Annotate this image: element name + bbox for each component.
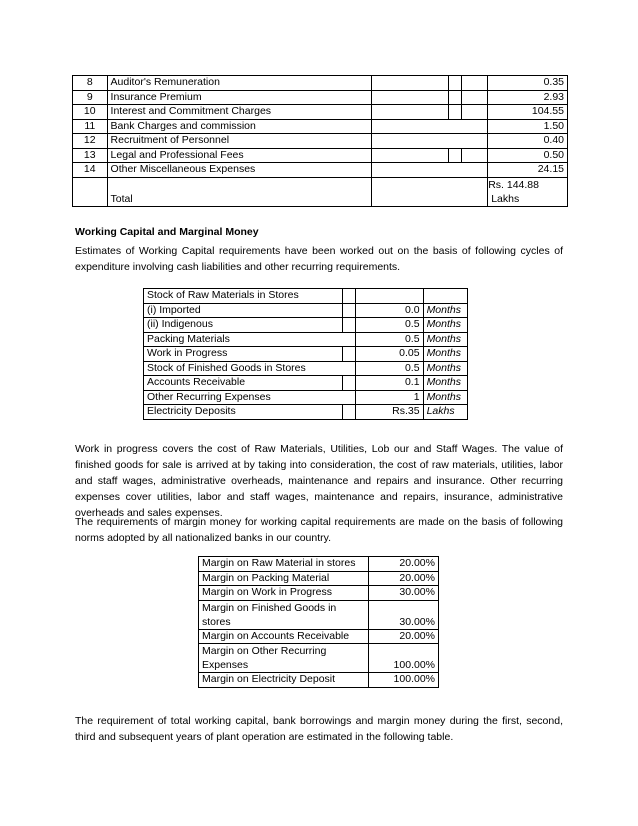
cycle-unit: Months xyxy=(423,390,467,405)
table-row xyxy=(73,148,568,163)
row-number: 12 xyxy=(73,134,108,149)
margin-value: 20.00% xyxy=(368,557,438,572)
row-amount: 104.55 xyxy=(488,105,568,120)
table-row xyxy=(144,318,468,333)
cycle-item: Accounts Receivable xyxy=(144,376,343,391)
cycle-item: Stock of Raw Materials in Stores xyxy=(144,289,343,304)
table-row xyxy=(144,390,468,405)
row-item: Recruitment of Personnel xyxy=(107,134,371,149)
cycle-item: Electricity Deposits xyxy=(144,405,343,420)
cycle-item: Stock of Finished Goods in Stores xyxy=(144,361,356,376)
margin-item: Margin on Work in Progress xyxy=(199,586,369,601)
expenses-table xyxy=(72,75,568,207)
table-row xyxy=(144,289,468,304)
row-item: Auditor's Remuneration xyxy=(107,76,371,91)
table-row xyxy=(73,105,568,120)
total-unit: Lakhs xyxy=(491,192,520,205)
table-row xyxy=(144,347,468,362)
intro-paragraph: Estimates of Working Capital requirements have been worked out on the basis of following cycles of expenditure involving cash liabilities and other recurring requirements. xyxy=(75,245,563,273)
cycle-unit: Months xyxy=(423,376,467,391)
table-row xyxy=(199,586,439,601)
margin-value: 100.00% xyxy=(368,644,438,673)
table-row xyxy=(144,332,468,347)
row-number: 8 xyxy=(73,76,108,91)
row-item: Interest and Commitment Charges xyxy=(107,105,371,120)
row-number: 14 xyxy=(73,163,108,178)
row-amount: 24.15 xyxy=(488,163,568,178)
table-row xyxy=(144,376,468,391)
margin-table xyxy=(198,556,439,688)
table-row xyxy=(144,405,468,420)
table-row xyxy=(73,90,568,105)
table-row xyxy=(199,571,439,586)
cycle-value xyxy=(355,289,423,304)
row-amount: 2.93 xyxy=(488,90,568,105)
row-number: 10 xyxy=(73,105,108,120)
row-item: Other Miscellaneous Expenses xyxy=(107,163,371,178)
cycle-unit: Months xyxy=(423,303,467,318)
margin-item: Margin on Packing Material xyxy=(199,571,369,586)
cycle-unit: Months xyxy=(423,332,467,347)
table-row xyxy=(73,163,568,178)
section-heading: Working Capital and Marginal Money xyxy=(75,226,259,238)
margin-paragraph: The requirements of margin money for working capital requirements are made on the basis of following norms adopted by all nationalized banks in our country. xyxy=(75,516,563,544)
table-row xyxy=(199,673,439,688)
margin-item: Margin on Other Recurring xyxy=(202,645,327,657)
margin-value: 20.00% xyxy=(368,629,438,644)
table-row xyxy=(199,557,439,572)
margin-value: 20.00% xyxy=(368,571,438,586)
margin-item-cont: Expenses xyxy=(202,659,249,671)
cycle-unit: Months xyxy=(423,347,467,362)
row-number: 13 xyxy=(73,148,108,163)
total-value: Rs. 144.88 xyxy=(488,178,539,191)
row-item: Legal and Professional Fees xyxy=(107,148,371,163)
closing-paragraph: The requirement of total working capital, bank borrowings and margin money during the first, second, third and subsequent years of plant operation are estimated in the following table. xyxy=(75,715,563,743)
row-number: 9 xyxy=(73,90,108,105)
cycle-value: 0.5 xyxy=(355,332,423,347)
row-amount: 1.50 xyxy=(488,119,568,134)
cycle-item: (ii) Indigenous xyxy=(144,318,343,333)
cycles-table xyxy=(143,288,468,420)
margin-item: Margin on Electricity Deposit xyxy=(199,673,369,688)
margin-item-cont: stores xyxy=(202,615,231,628)
table-row xyxy=(73,134,568,149)
wip-paragraph: Work in progress covers the cost of Raw Materials, Utilities, Lob our and Staff Wages. The value of finished goods for sale is arrived at by taking into consideration, the cost of raw materials, utilities, labor and staff wages, administrative overheads, maintenance and repairs and insurance. Other recurring expenses cover utilities, labor and staff wages, maintenance and repairs, insurance, administrative overheads and sales expenses. xyxy=(75,443,563,519)
table-row xyxy=(144,361,468,376)
cycle-value: 0.5 xyxy=(355,318,423,333)
cycle-value: 0.05 xyxy=(355,347,423,362)
cycle-item: (i) Imported xyxy=(144,303,343,318)
margin-value: 30.00% xyxy=(368,586,438,601)
cycle-unit: Months xyxy=(423,318,467,333)
margin-item: Margin on Raw Material in stores xyxy=(199,557,369,572)
row-item: Bank Charges and commission xyxy=(107,119,371,134)
row-amount: 0.40 xyxy=(488,134,568,149)
table-row xyxy=(144,303,468,318)
cycle-value: 1 xyxy=(355,390,423,405)
margin-item: Margin on Finished Goods in xyxy=(202,601,337,614)
cycle-unit: Months xyxy=(423,361,467,376)
cycle-value: 0.5 xyxy=(355,361,423,376)
total-row xyxy=(73,177,568,206)
cycle-value: 0.0 xyxy=(355,303,423,318)
table-row xyxy=(73,119,568,134)
cycle-unit xyxy=(423,289,467,304)
table-row xyxy=(199,629,439,644)
margin-value: 100.00% xyxy=(368,673,438,688)
cycle-value: 0.1 xyxy=(355,376,423,391)
cycle-item: Work in Progress xyxy=(144,347,343,362)
margin-value: 30.00% xyxy=(368,600,438,629)
table-row xyxy=(73,76,568,91)
table-row xyxy=(199,600,439,629)
row-number: 11 xyxy=(73,119,108,134)
cycle-item: Packing Materials xyxy=(144,332,356,347)
table-row xyxy=(199,644,439,673)
cycle-item: Other Recurring Expenses xyxy=(144,390,356,405)
total-label: Total xyxy=(107,177,371,206)
cycle-unit: Lakhs xyxy=(423,405,467,420)
cycle-value: Rs.35 xyxy=(355,405,423,420)
margin-item: Margin on Accounts Receivable xyxy=(199,629,369,644)
row-item: Insurance Premium xyxy=(107,90,371,105)
row-amount: 0.35 xyxy=(488,76,568,91)
row-amount: 0.50 xyxy=(488,148,568,163)
